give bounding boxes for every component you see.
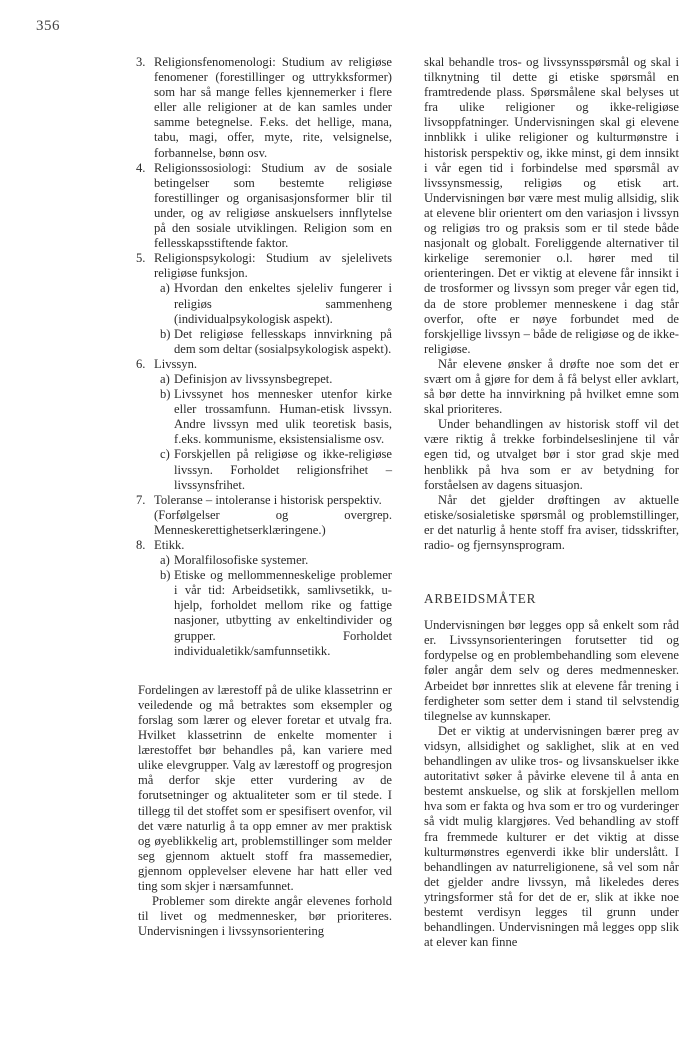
subtopic-item [154,372,392,387]
subtopic-text: Hvordan den enkeltes sjeleliv fungerer i religiøs sammenheng (individualpsykologisk aspekt). [174,281,392,326]
subtopic-item [154,281,392,326]
topic-text: Religionssosiologi: Studium av de sosiale betingelser som bestemte religiøse forestillinger og organisasjonsformer blir til under, og av religiøse anskuelsers innflytelse på den sosiale utviklingen. Religion som en fellesskapsstiftende faktor. [154,160,392,251]
body-paragraph: Undervisningen bør legges opp så enkelt som råd er. Livssynsorienteringen forutsetter tid og fordypelse og en problembehandling som elevene føler angår dem selv og deres medmennesker. Arbeidet bør innrettes slik at elevene får trening i ferdigheter som setter dem i stand til selvstendig tilegnelse av kunnskaper. [424,618,679,723]
topic-text: Religionspsykologi: Studium av sjelelivets religiøse funksjon. [154,251,392,281]
topic-number: 3. [136,55,146,69]
body-paragraph: Under behandlingen av historisk stoff vil det være riktig å trekke forbindelseslinjene til vår egen tid, og utvalget bør i stor grad skje med henblikk på hva som er av betydning for forståelsen av dagens situasjon. [424,417,679,492]
subtopic-text: Definisjon av livssynsbegrepet. [174,371,333,386]
right-column [424,55,679,950]
topic-number: 5. [136,251,146,266]
topic-item [136,251,392,357]
subtopic-letter: b) [160,387,171,402]
subtopic-letter: a) [160,371,170,386]
subtopic-item [154,553,392,568]
topic-number: 4. [136,160,146,175]
body-paragraph: Når elevene ønsker å drøfte noe som det er svært om å gjøre for dem å få belyst eller avklart, så bør dette ha innvirkning på hvilket emne som skal prioriteres. [424,356,679,417]
subtopic-text: Det religiøse fellesskaps innvirkning på dem som deltar (sosialpsykologisk aspekt). [174,326,392,356]
left-column [136,55,392,939]
subtopic-list [154,281,392,356]
body-paragraph: Problemer som direkte angår elevenes forhold til livet og medmennesker, bør prioriteres. Undervisningen i livssynsorientering [138,894,392,939]
topic-item [136,356,392,493]
topic-item [136,160,392,252]
subtopic-list [154,553,392,659]
spacer [140,659,392,683]
subtopic-item [154,447,392,492]
body-paragraph: Når det gjelder drøftingen av aktuelle etiske/sosialetiske spørsmål og problemstillinger, er det naturlig å hente stoff fra aviser, tidsskrifter, radio- og fjernsynsprogram. [424,492,679,552]
topic-number: 7. [136,492,146,507]
subtopic-item [154,568,392,659]
body-paragraph: Fordelingen av lærestoff på de ulike klassetrinn er veiledende og må betraktes som eksempler og forslag som lærer og elever foretar et utvalg fra. Hvilket klassetrinn de enkelte momenter i lærestoffet bør behandles på, kan variere med ulike elevgrupper. Valg av lærestoff og progresjon må derfor skje etter vurdering av de forutsetninger og aktualiteter som er til stede. I tillegg til det stoffet som er spesifisert ovenfor, vil det være naturlig å ta opp emner av mer praktisk og øyeblikkelig art, problemstillinger som melder seg gjennom aktuelt stoff fra massemedier, gjennom opplevelser elevene har hatt eller ved ting som skjer i nærsamfunnet. [138,682,392,893]
topic-list [136,55,392,659]
subtopic-item [154,327,392,357]
topic-note: (Forfølgelser og overgrep. Menneskerettighetserklæringene.) [154,507,392,537]
subtopic-letter: b) [160,326,171,341]
topic-text: Religionsfenomenologi: Studium av religiøse fenomener (forestillinger og uttrykksformer) som har så mange felles kjennemerker i flere eller alle religioner at de kan samles under samme betegnelse. F.eks. det hellige, mana, tabu, magi, offer, myte, rite, velsignelse, forbannelse, bønn osv. [154,55,392,160]
subtopic-text: Livssynet hos mennesker utenfor kirke eller trossamfunn. Human-etisk livssyn. Andre livssyn med ulik teoretisk basis, f.eks. kommunisme, eksistensialisme osv. [174,387,392,447]
topic-number: 6. [136,356,146,371]
subtopic-letter: a) [160,281,170,296]
topic-number: 8. [136,538,146,552]
subtopic-letter: a) [160,553,170,568]
subtopic-text: Etiske og mellommenneskelige problemer i vår tid: Arbeidsetikk, samlivsetikk, u-hjelp, forholdet mellom rike og fattige nasjoner, utbytting av enkeltindivider og grupper. Forholdet individualetikk/samfunnsetikk. [174,568,392,658]
topic-text: Toleranse – intoleranse i historisk perspektiv. [154,492,382,507]
subtopic-list [154,372,392,493]
topic-item [136,55,392,161]
topic-item [136,492,392,538]
section-heading: ARBEIDSMÅTER [424,591,537,607]
topic-item [136,538,392,659]
subtopic-letter: c) [160,447,170,462]
body-paragraph: Det er viktig at undervisningen bærer preg av vidsyn, allsidighet og saklighet, slik at en ved behandlingen av ulike tros- og livsanskuelser ikke autoritativt søker å påvirke elevene til å anta en bestemt anskuelse, og slik at forskjellen mellom hva som er fakta og hva som er tro og vurderinger så vidt mulig klargjøres. Ved behandling av stoff fra fremmede kulturer er det viktig at disse kulturmønstres egenverdi ikke blir underslått. I behandlingen av naturreligionene, så vel som når det gjelder andre livssyn, må likeledes deres ytringsformer stå for det de er, slik at ikke noe bestemt verdisyn legges til grunn under behandlingen. Undervisningen må legges opp slik at elever kan finne [424,723,679,950]
body-paragraph: skal behandle tros- og livssynsspørsmål og skal i tilknytning til dette gi etiske spørsmål en framtredende plass. Spørsmålene skal belyses ut fra ulike religioner og ikke-religiøse livsoppfatninger. Undervisningen skal gi elevene innblikk i ulike religioner og kulturmønstre i historisk perspektiv og, ikke minst, gi dem innsikt i vår egen tid i forbindelse med spørsmål av livssynsmessig, religiøs og etisk art. Undervisningen bør være mest mulig allsidig, slik at elevene blir orientert om den variasjon i livssyn og religiøs tro og praksis som er til stede både nasjonalt og globalt. Foreliggende alternativer til kirkelige seremonier o.l. hører med til orienteringen. Det er viktig at elevene får innsikt i de trosformer og livssyn som preger vår egen tid, da de store problemer menneskene i dag står overfor, ofte er nøye forbundet med de forskjellige livssyn – både de religiøse og de ikke-religiøse. [424,55,679,356]
topic-text: Livssyn. [154,356,198,371]
page-number: 356 [36,18,60,34]
subtopic-text: Moralfilosofiske systemer. [174,553,309,568]
subtopic-letter: b) [160,568,171,583]
subtopic-text: Forskjellen på religiøse og ikke-religiøse livssyn. Forholdet religionsfrihet – livssynsfrihet. [174,447,392,492]
topic-text: Etikk. [154,538,185,552]
subtopic-item [154,387,392,447]
